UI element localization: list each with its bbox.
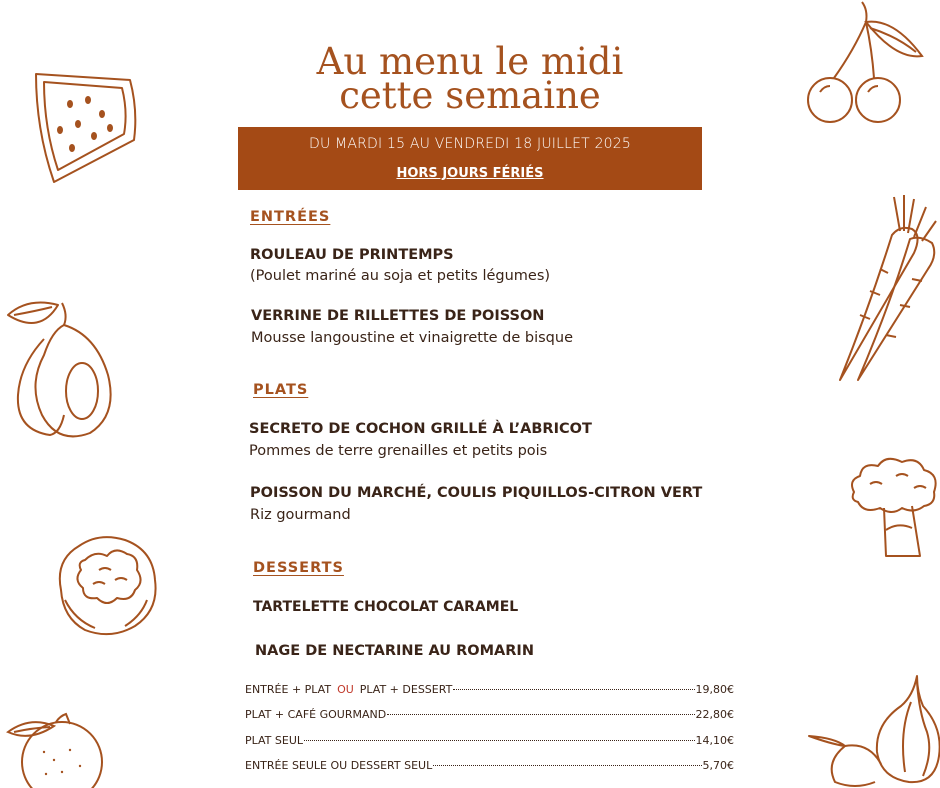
dot-leader [387, 714, 694, 715]
price-amount: 5,70€ [702, 759, 734, 772]
dish-name: SECRETO DE COCHON GRILLÉ À L’ABRICOT [249, 421, 592, 437]
avocado-icon [0, 295, 120, 440]
dish-name: POISSON DU MARCHÉ, COULIS PIQUILLOS-CITRON VERT [250, 485, 703, 501]
page-title-line-1: Au menu le midi [316, 40, 624, 83]
dish-name: ROULEAU DE PRINTEMPS [250, 247, 454, 263]
price-row [245, 708, 734, 721]
date-range: DU MARDI 15 AU VENDREDI 18 JUILLET 2025 [308, 136, 631, 152]
price-row [245, 759, 734, 772]
dish-description: Riz gourmand [250, 507, 351, 523]
carrots-icon [830, 195, 940, 385]
dish-name: VERRINE DE RILLETTES DE POISSON [251, 308, 545, 324]
dish-description: Pommes de terre grenailles et petits pois [249, 443, 548, 459]
price-label: PLAT SEUL [245, 734, 304, 747]
price-amount: 22,80€ [695, 708, 734, 721]
or-word: OU [337, 683, 354, 696]
section-plats-heading: PLATS [253, 382, 309, 398]
cherries-icon [800, 0, 930, 130]
page-title-line-2: cette semaine [339, 74, 601, 117]
price-label: PLAT + CAFÉ GOURMAND [245, 708, 387, 721]
orange-icon [0, 712, 110, 788]
dot-leader [304, 740, 694, 741]
dot-leader [433, 765, 701, 766]
watermelon-icon [30, 70, 142, 190]
price-label: ENTRÉE + PLAT OU PLAT + DESSERT [245, 683, 453, 696]
dish-description: (Poulet mariné au soja et petits légumes) [250, 268, 551, 284]
price-amount: 19,80€ [695, 683, 734, 696]
price-label: ENTRÉE SEULE OU DESSERT SEUL [245, 759, 433, 772]
section-desserts-heading: DESSERTS [253, 560, 344, 576]
price-amount: 14,10€ [695, 734, 734, 747]
price-row [245, 734, 734, 747]
price-row [245, 683, 734, 696]
broccoli-icon [848, 452, 940, 562]
holiday-note: HORS JOURS FÉRIÉS [396, 166, 544, 181]
dish-name: TARTELETTE CHOCOLAT CARAMEL [253, 599, 519, 615]
dish-name: NAGE DE NECTARINE AU ROMARIN [255, 643, 534, 659]
section-entrees-heading: ENTRÉES [250, 209, 331, 225]
date-banner [238, 127, 702, 190]
cauliflower-icon [55, 530, 165, 640]
onion-icon [805, 672, 940, 788]
dish-description: Mousse langoustine et vinaigrette de bisque [251, 330, 574, 346]
dot-leader [453, 689, 694, 690]
